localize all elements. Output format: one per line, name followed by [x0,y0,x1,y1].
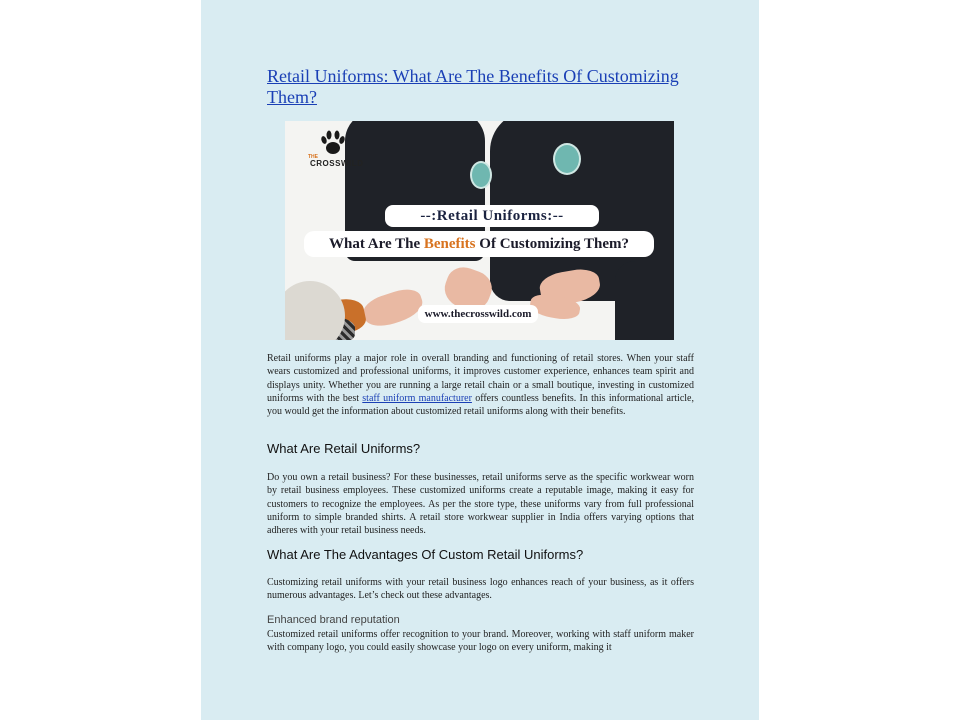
hero-subtitle-part2: Of Customizing Them? [475,236,630,252]
uniform-sleeve [615,261,674,340]
staff-uniform-manufacturer-link[interactable]: staff uniform manufacturer [362,392,472,404]
uniform-badge-right [553,143,581,175]
section1-paragraph: Do you own a retail business? For these businesses, retail uniforms serve as the specific workwear worn by retail business employees. These customized uniforms create a reputable image, making it easy for customers to recognize the employees. As per the store type, these uniforms vary from full professional uniform to simple branded shirts. A retail store workwear supplier in India offers varying options that adheres with your retail business needs. [267,472,694,537]
logo-prefix: THE [308,154,318,160]
article-title-link[interactable]: Retail Uniforms: What Are The Benefits Of Customizing Them? [267,66,679,107]
subsection-heading-brand-reputation: Enhanced brand reputation [267,614,400,626]
hand-left [360,284,426,331]
paw-logo-icon [318,128,348,158]
intro-text-1: Retail uniforms play a major role in overall branding and functioning of retail stores. When your staff wears customized and professional uniforms, it improves customer experience, enhances team spirit and displays unity. Whether you are running a large retail chain or a small boutique, investing in customized uniforms with the best [267,353,694,404]
hero-banner-subtitle [304,231,654,257]
logo-name: CROSSWILD [310,159,364,168]
uniform-badge-left [470,161,492,189]
subsection1-paragraph: Customized retail uniforms offer recognition to your brand. Moreover, working with staff uniform maker with company logo, you could easily showcase your logo on every uniform, making it [267,629,694,654]
hero-url-label: www.thecrosswild.com [418,305,538,323]
section-heading-advantages: What Are The Advantages Of Custom Retail Uniforms? [267,547,584,562]
section-heading-retail-uniforms: What Are Retail Uniforms? [267,441,421,456]
hero-banner-title: --:Retail Uniforms:-- [385,205,599,227]
hero-subtitle-highlight: Benefits [423,236,476,252]
intro-paragraph [267,352,694,418]
hero-image [285,121,674,340]
section2-paragraph: Customizing retail uniforms with your retail business logo enhances reach of your business, as it offers numerous advantages. Let’s check out these advantages. [267,577,694,602]
couch [285,281,345,340]
document-page [201,0,759,720]
hero-subtitle-part1: What Are The [328,236,424,252]
intro-text-2: offers countless benefits. In this informational article, you would get the information about customized retail uniforms along with their benefits. [267,392,694,418]
